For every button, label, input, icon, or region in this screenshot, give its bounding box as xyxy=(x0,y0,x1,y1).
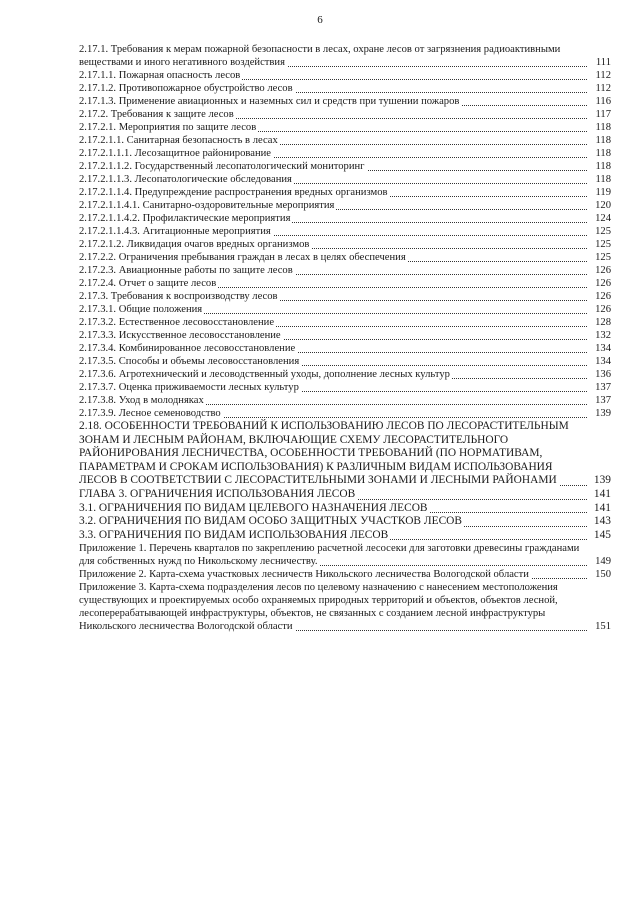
toc-entry-body xyxy=(79,173,611,186)
toc-entry[interactable] xyxy=(79,160,611,173)
toc-entry[interactable] xyxy=(79,225,611,238)
toc-entry-page: 112 xyxy=(593,82,612,95)
toc-entry-body xyxy=(79,264,611,277)
toc-entry[interactable] xyxy=(79,407,611,420)
toc-entry[interactable] xyxy=(79,303,611,316)
toc-entry-title: 2.18. ОСОБЕННОСТИ ТРЕБОВАНИЙ К ИСПОЛЬЗОВАНИЮ ЛЕСОВ ПО ЛЕСОРАСТИТЕЛЬНЫМ ЗОНАМ И ЛЕСНЫМ РАЙОНАМ, ВКЛЮЧАЮЩИЕ СХЕМУ ЛЕСОРАСТИТЕЛЬНОГО РАЙОНИРОВАНИЯ ЛЕСНИЧЕСТВА, ОСОБЕННОСТИ ТРЕБОВАНИЙ (ПО НОРМАТИВАМ, ПАРАМЕТРАМ И СРОКАМ ИСПОЛЬЗОВАНИЯ) К РАЗЛИЧНЫМ ВИДАМ ИСПОЛЬЗОВАНИЯ ЛЕСОВ В СООТВЕТСТВИИ С ЛЕСОРАСТИТЕЛЬНЫМИ ЗОНАМИ И ЛЕСНЫМИ РАЙОНАМИ xyxy=(79,420,569,487)
toc-entry-title: 2.17.2.1. Мероприятия по защите лесов xyxy=(79,122,257,133)
toc-entry-title: 2.17.2.1.1.4.1. Санитарно-оздоровительные мероприятия xyxy=(79,200,335,211)
toc-entry-title: Приложение 1. Перечень кварталов по закреплению расчетной лесосеки для заготовки древесины гражданами для собственных нужд по Никольскому лесничеству. xyxy=(79,543,580,568)
toc-entry-page: 151 xyxy=(592,620,611,633)
toc-entry-page: 141 xyxy=(591,488,611,502)
toc-entry-title: ГЛАВА 3. ОГРАНИЧЕНИЯ ИСПОЛЬЗОВАНИЯ ЛЕСОВ xyxy=(79,487,356,500)
toc-entry-page: 126 xyxy=(592,264,611,277)
toc-entry[interactable] xyxy=(79,238,611,251)
toc-entry-page: 139 xyxy=(591,474,611,488)
toc-entry[interactable] xyxy=(79,290,611,303)
toc-entry[interactable] xyxy=(79,515,611,529)
toc-entry-page: 134 xyxy=(592,355,611,368)
toc-entry-page: 150 xyxy=(592,568,611,581)
toc-entry-page: 128 xyxy=(592,316,611,329)
toc-entry[interactable] xyxy=(79,568,611,581)
toc-entry-body xyxy=(79,355,611,368)
toc-entry-body xyxy=(79,82,611,95)
toc-entry-page: 137 xyxy=(592,394,611,407)
toc-entry-title: 2.17.2. Требования к защите лесов xyxy=(79,109,234,120)
toc-entry-title: 2.17.2.1.1.2. Государственный лесопатологический мониторинг xyxy=(79,161,365,172)
toc-entry-page: 126 xyxy=(592,303,611,316)
toc-entry[interactable] xyxy=(79,277,611,290)
toc-entry[interactable] xyxy=(79,264,611,277)
toc-entry-page: 125 xyxy=(592,238,611,251)
toc-entry-body xyxy=(79,316,611,329)
toc-entry-page: 132 xyxy=(592,329,611,342)
toc-entry-page: 120 xyxy=(592,199,611,212)
toc-entry[interactable] xyxy=(79,329,611,342)
toc-entry-title: 2.17.2.1.1.1. Лесозащитное районирование xyxy=(79,148,271,159)
toc-entry-page: 116 xyxy=(593,95,612,108)
toc-entry-title: 2.17.3.8. Уход в молодняках xyxy=(79,395,204,406)
toc-entry-page: 125 xyxy=(592,225,611,238)
toc-entry-body xyxy=(79,251,611,264)
toc-entry-body xyxy=(79,381,611,394)
toc-entry-body xyxy=(79,420,611,488)
toc-entry-page: 134 xyxy=(592,342,611,355)
toc-entry-title: 2.17.2.1.1.3. Лесопатологические обследования xyxy=(79,174,292,185)
toc-entry-body xyxy=(79,147,611,160)
toc-entry-page: 118 xyxy=(593,160,612,173)
toc-entry[interactable] xyxy=(79,212,611,225)
toc-entry-page: 136 xyxy=(592,368,611,381)
toc-entry-page: 139 xyxy=(592,407,611,420)
toc-entry-title: 2.17.2.1.1. Санитарная безопасность в лесах xyxy=(79,135,278,146)
toc-entry-page: 137 xyxy=(592,381,611,394)
toc-entry[interactable] xyxy=(79,381,611,394)
toc-entry-page: 118 xyxy=(593,173,612,186)
table-of-contents xyxy=(79,43,611,633)
toc-entry-page: 111 xyxy=(593,56,611,69)
toc-entry-page: 126 xyxy=(592,290,611,303)
toc-entry-body xyxy=(79,225,611,238)
toc-entry-title: 2.17.2.1.1.4. Предупреждение распространения вредных организмов xyxy=(79,187,388,198)
toc-entry[interactable] xyxy=(79,502,611,516)
toc-entry[interactable] xyxy=(79,199,611,212)
toc-entry-body xyxy=(79,394,611,407)
toc-entry[interactable] xyxy=(79,420,611,488)
toc-entry-title: 2.17.3.6. Агротехнический и лесоводственный уходы, дополнение лесных культур xyxy=(79,369,450,380)
toc-entry-page: 118 xyxy=(593,147,612,160)
toc-entry[interactable] xyxy=(79,542,611,568)
toc-entry[interactable] xyxy=(79,355,611,368)
page-number: 6 xyxy=(317,14,323,26)
toc-entry-page: 141 xyxy=(591,502,611,516)
toc-entry-title: Приложение 2. Карта-схема участковых лесничеств Никольского лесничества Вологодской области xyxy=(79,569,529,581)
toc-entry-title: 2.17.1. Требования к мерам пожарной безопасности в лесах, охране лесов от загрязнения радиоактивными веществами и иного негативного воздействия xyxy=(79,44,561,68)
toc-entry[interactable] xyxy=(79,82,611,95)
toc-entry[interactable] xyxy=(79,251,611,264)
toc-entry[interactable] xyxy=(79,581,611,633)
toc-entry-body xyxy=(79,186,611,199)
toc-entry-body xyxy=(79,568,611,581)
toc-entry-body xyxy=(79,199,611,212)
toc-entry[interactable] xyxy=(79,316,611,329)
toc-entry-title: 3.1. ОГРАНИЧЕНИЯ ПО ВИДАМ ЦЕЛЕВОГО НАЗНАЧЕНИЯ ЛЕСОВ xyxy=(79,501,428,514)
toc-entry-title: 2.17.3.9. Лесное семеноводство xyxy=(79,408,221,419)
toc-entry-page: 145 xyxy=(591,529,611,543)
toc-entry-body xyxy=(79,238,611,251)
toc-entry-title: 3.3. ОГРАНИЧЕНИЯ ПО ВИДАМ ИСПОЛЬЗОВАНИЯ ЛЕСОВ xyxy=(79,528,389,541)
toc-entry-page: 124 xyxy=(592,212,611,225)
toc-entry-title: 2.17.2.3. Авиационные работы по защите лесов xyxy=(79,265,293,276)
toc-entry-body xyxy=(79,581,611,633)
toc-entry-title: 2.17.2.1.1.4.3. Агитационные мероприятия xyxy=(79,226,271,237)
toc-entry-body xyxy=(79,69,611,82)
toc-entry-page: 118 xyxy=(593,121,612,134)
toc-entry-title: 2.17.2.2. Ограничения пребывания граждан в лесах в целях обеспечения xyxy=(79,252,406,263)
toc-entry[interactable] xyxy=(79,95,611,108)
toc-entry-body xyxy=(79,121,611,134)
toc-entry[interactable] xyxy=(79,186,611,199)
toc-entry[interactable] xyxy=(79,108,611,121)
toc-entry-title: 3.2. ОГРАНИЧЕНИЯ ПО ВИДАМ ОСОБО ЗАЩИТНЫХ УЧАСТКОВ ЛЕСОВ xyxy=(79,515,462,528)
toc-entry[interactable] xyxy=(79,488,611,502)
toc-entry-body xyxy=(79,342,611,355)
toc-entry-title: Приложение 3. Карта-схема подразделения лесов по целевому назначению с нанесением местоположения существующих и проектируемых особо охраняемых природных территорий и объектов, объектов лесной, лесоперерабатывающей инфраструктуры, объектов, не связанных с созданием лесной инфраструктуры Никольского лесничества Вологодской области xyxy=(79,582,558,633)
toc-entry[interactable] xyxy=(79,394,611,407)
toc-entry-body xyxy=(79,134,611,147)
toc-entry-page: 118 xyxy=(593,134,612,147)
toc-entry-title: 2.17.3.1. Общие положения xyxy=(79,304,203,315)
toc-entry[interactable] xyxy=(79,342,611,355)
toc-entry-body xyxy=(79,329,611,342)
toc-entry-body xyxy=(79,160,611,173)
toc-entry-body xyxy=(79,277,611,290)
toc-entry-title: 2.17.3.7. Оценка приживаемости лесных культур xyxy=(79,382,299,393)
toc-entry[interactable] xyxy=(79,43,611,69)
toc-entry[interactable] xyxy=(79,368,611,381)
toc-entry-title: 2.17.1.2. Противопожарное обустройство лесов xyxy=(79,83,293,94)
toc-entry[interactable] xyxy=(79,121,611,134)
toc-entry-body xyxy=(79,290,611,303)
toc-entry-title: 2.17.2.1.2. Ликвидация очагов вредных организмов xyxy=(79,239,310,250)
toc-entry-title: 2.17.3. Требования к воспроизводству лесов xyxy=(79,291,278,302)
toc-entry-page: 149 xyxy=(592,555,611,568)
toc-entry-body xyxy=(79,407,611,420)
toc-entry[interactable] xyxy=(79,69,611,82)
toc-entry-title: 2.17.2.4. Отчет о защите лесов xyxy=(79,278,217,289)
toc-entry-title: 2.17.1.1. Пожарная опасность лесов xyxy=(79,70,241,81)
toc-entry-page: 112 xyxy=(593,69,612,82)
toc-entry-body xyxy=(79,212,611,225)
toc-entry-body xyxy=(79,303,611,316)
toc-entry[interactable] xyxy=(79,173,611,186)
toc-entry-title: 2.17.3.5. Способы и объемы лесовосстановления xyxy=(79,356,300,367)
toc-entry[interactable] xyxy=(79,134,611,147)
toc-entry-body xyxy=(79,108,611,121)
toc-entry[interactable] xyxy=(79,147,611,160)
toc-entry-page: 143 xyxy=(591,515,611,529)
toc-entry-page: 125 xyxy=(592,251,611,264)
toc-entry-title: 2.17.3.2. Естественное лесовосстановление xyxy=(79,317,275,328)
toc-entry-page: 119 xyxy=(593,186,612,199)
toc-entry-title: 2.17.3.4. Комбинированное лесовосстановление xyxy=(79,343,296,354)
toc-entry-body xyxy=(79,368,611,381)
toc-entry-page: 117 xyxy=(593,108,612,121)
toc-entry-body xyxy=(79,95,611,108)
toc-entry-title: 2.17.1.3. Применение авиационных и наземных сил и средств при тушении пожаров xyxy=(79,96,460,107)
toc-entry[interactable] xyxy=(79,529,611,543)
toc-entry-title: 2.17.3.3. Искусственное лесовосстановление xyxy=(79,330,281,341)
toc-entry-title: 2.17.2.1.1.4.2. Профилактические мероприятия xyxy=(79,213,291,224)
toc-entry-page: 126 xyxy=(592,277,611,290)
